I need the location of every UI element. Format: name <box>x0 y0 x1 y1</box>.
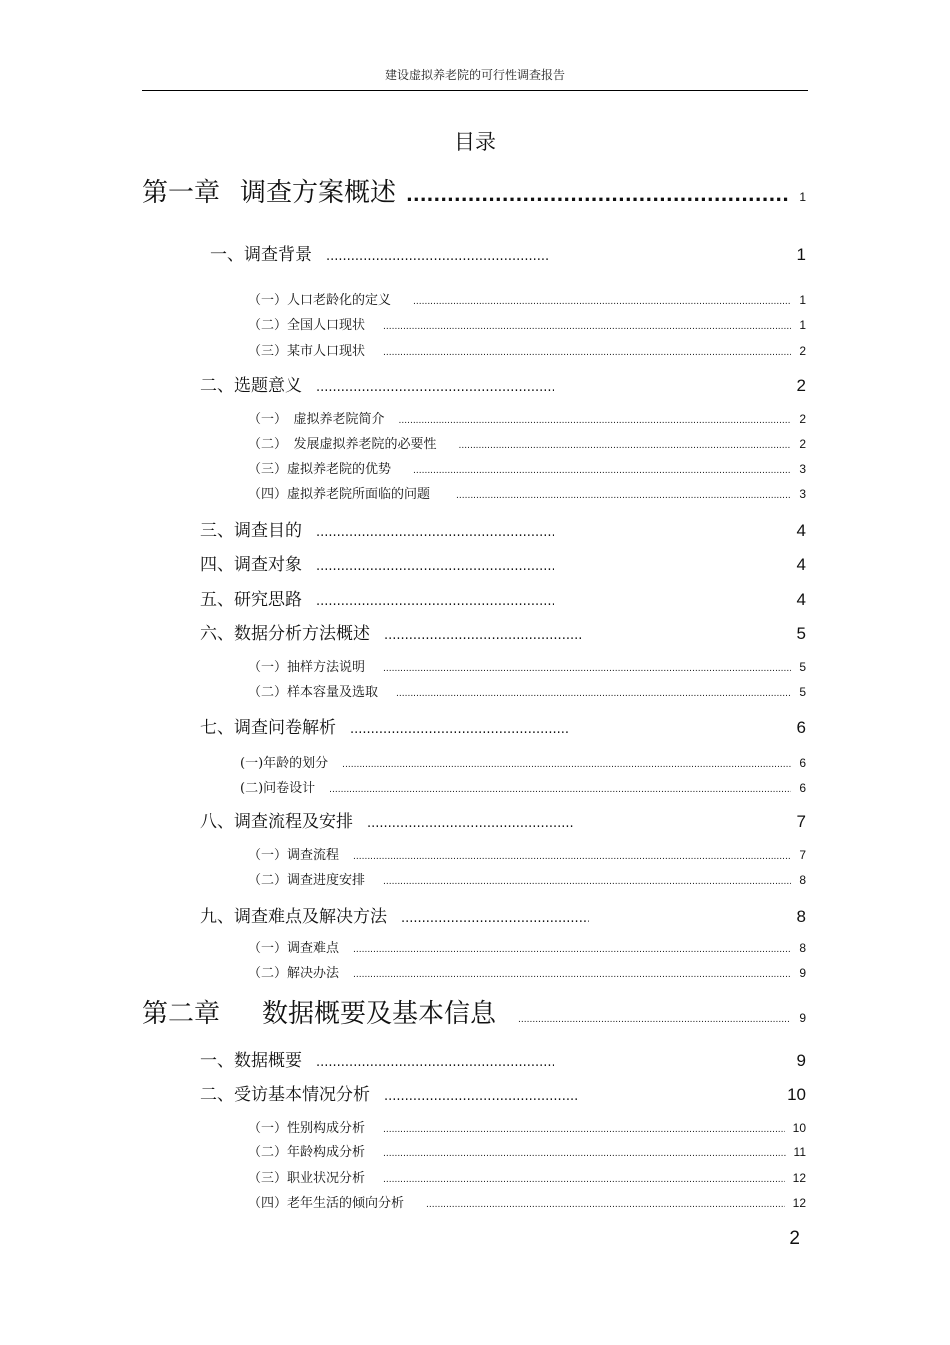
toc-section[interactable] <box>200 902 806 927</box>
subsection-label: （一）人口老龄化的定义 <box>248 293 392 308</box>
toc-subsection[interactable] <box>248 408 806 427</box>
subsection-label: （三）职业状况分析 <box>248 1171 366 1186</box>
leader-dots <box>316 559 554 574</box>
subsection-label: （二）调查进度安排 <box>248 873 366 888</box>
section-label: 六、数据分析方法概述 <box>200 624 370 644</box>
chapter-page: 9 <box>799 1011 806 1025</box>
toc-section[interactable] <box>200 550 806 575</box>
toc-section[interactable] <box>210 240 806 265</box>
subsection-page: 1 <box>799 293 806 307</box>
section-label: 八、调查流程及安排 <box>200 812 353 832</box>
section-page: 10 <box>787 1085 806 1104</box>
section-page: 4 <box>796 521 806 540</box>
subsection-label: （二）样本容量及选取 <box>248 685 379 700</box>
toc-subsection[interactable] <box>248 483 806 502</box>
chapter-label: 第二章 数据概要及基本信息 <box>142 999 497 1029</box>
toc-subsection[interactable] <box>248 869 806 888</box>
toc-subsection[interactable] <box>248 1167 806 1186</box>
section-page: 4 <box>796 555 806 574</box>
leader-dots <box>413 466 791 476</box>
toc-chapter-2[interactable] <box>142 993 806 1030</box>
leader-dots <box>329 785 791 795</box>
subsection-page: 7 <box>799 848 806 862</box>
toc-section[interactable] <box>200 585 806 610</box>
toc-subsection[interactable] <box>248 458 806 477</box>
toc-section[interactable] <box>200 807 806 832</box>
leader-dots <box>316 1055 554 1070</box>
toc-section[interactable] <box>200 1080 806 1105</box>
subsection-page: 5 <box>799 660 806 674</box>
subsection-label: （四）老年生活的倾向分析 <box>248 1196 405 1211</box>
running-header: 建设虚拟养老院的可行性调查报告 <box>384 68 565 82</box>
subsection-label: (二)问卷设计 <box>240 781 316 796</box>
subsection-page: 2 <box>799 437 806 451</box>
subsection-label: （四）虚拟养老院所面临的问题 <box>248 487 431 502</box>
section-page: 7 <box>796 812 806 831</box>
chapter-page: 1 <box>799 190 806 204</box>
leader-dots <box>342 760 791 770</box>
subsection-page: 12 <box>792 1171 806 1185</box>
subsection-label: （二）解决办法 <box>248 966 340 981</box>
section-page: 8 <box>796 907 806 926</box>
toc-subsection[interactable] <box>248 340 806 359</box>
leader-dots <box>383 348 791 358</box>
leader-dots <box>383 664 791 674</box>
subsection-label: （三）虚拟养老院的优势 <box>248 462 392 477</box>
leader-dots <box>326 249 550 264</box>
subsection-page: 2 <box>799 412 806 426</box>
toc-section[interactable] <box>200 371 806 396</box>
leader-dots <box>353 852 791 862</box>
leader-dots <box>383 877 791 887</box>
toc-subsection[interactable] <box>248 1192 806 1211</box>
toc-chapter-1[interactable] <box>142 172 806 209</box>
leader-dots <box>413 297 791 307</box>
subsection-page: 11 <box>793 1145 806 1159</box>
toc-subsection[interactable] <box>248 656 806 675</box>
toc-section[interactable] <box>200 619 806 644</box>
toc-subsection[interactable] <box>248 937 806 956</box>
header-divider <box>142 90 808 91</box>
subsection-label: （一）调查难点 <box>248 941 340 956</box>
toc-section[interactable] <box>200 1046 806 1071</box>
subsection-label: (一)年龄的划分 <box>240 756 329 771</box>
toc-subsection[interactable] <box>248 433 806 452</box>
toc-subsection[interactable] <box>248 1141 806 1160</box>
leader-dots <box>383 1149 786 1159</box>
leader-dots <box>316 594 554 609</box>
toc-subsection[interactable] <box>240 777 806 796</box>
toc-subsection[interactable] <box>248 289 806 308</box>
subsection-label: （一） 虚拟养老院简介 <box>248 412 385 427</box>
section-page: 6 <box>796 718 806 737</box>
section-label: 九、调查难点及解决方法 <box>200 907 387 927</box>
section-label: 二、选题意义 <box>200 376 302 396</box>
leader-dots <box>459 441 792 451</box>
subsection-page: 5 <box>799 685 806 699</box>
leader-dots <box>367 816 573 831</box>
page-number: 2 <box>789 1228 800 1249</box>
section-label: 一、数据概要 <box>200 1051 302 1071</box>
leader-dots <box>350 722 568 737</box>
subsection-page: 12 <box>792 1196 806 1210</box>
leader-dots <box>456 491 791 501</box>
subsection-page: 6 <box>799 781 806 795</box>
toc-subsection[interactable] <box>248 314 806 333</box>
subsection-label: （二）全国人口现状 <box>248 318 366 333</box>
section-page: 5 <box>796 624 806 643</box>
subsection-label: （二）年龄构成分析 <box>248 1145 366 1160</box>
section-page: 4 <box>796 590 806 609</box>
leader-dots <box>401 911 589 926</box>
section-page: 9 <box>796 1051 806 1070</box>
toc-section[interactable] <box>200 516 806 541</box>
subsection-label: （二） 发展虚拟养老院的必要性 <box>248 437 437 452</box>
subsection-page: 6 <box>799 756 806 770</box>
subsection-label: （三）某市人口现状 <box>248 344 366 359</box>
leader-dots <box>396 689 791 699</box>
subsection-page: 3 <box>799 462 806 476</box>
subsection-page: 8 <box>799 873 806 887</box>
leader-dots <box>353 970 791 980</box>
section-label: 一、调查背景 <box>210 245 312 265</box>
subsection-page: 10 <box>792 1121 806 1135</box>
toc-subsection[interactable] <box>248 844 806 863</box>
section-label: 三、调查目的 <box>200 521 302 541</box>
leader-dots <box>383 322 791 332</box>
leader-dots <box>383 1175 785 1185</box>
leader-dots <box>316 525 554 540</box>
leader-dots <box>384 628 582 643</box>
chapter-label: 第一章 调查方案概述 <box>142 178 397 208</box>
toc-subsection[interactable] <box>248 681 806 700</box>
toc-section[interactable] <box>200 713 806 738</box>
leader-dots <box>518 1015 790 1025</box>
toc-subsection[interactable] <box>240 752 806 771</box>
subsection-label: （一）抽样方法说明 <box>248 660 366 675</box>
subsection-page: 9 <box>799 966 806 980</box>
subsection-page: 2 <box>799 344 806 358</box>
leader-dots <box>426 1200 785 1210</box>
section-label: 四、调查对象 <box>200 555 302 575</box>
leader-dots <box>399 416 792 426</box>
leader-dots <box>406 185 790 206</box>
leader-dots <box>384 1089 578 1104</box>
subsection-page: 1 <box>799 318 806 332</box>
toc-subsection[interactable] <box>248 1117 806 1136</box>
leader-dots <box>383 1125 785 1135</box>
subsection-page: 3 <box>799 487 806 501</box>
toc-title: 目录 <box>454 130 496 154</box>
toc-subsection[interactable] <box>248 962 806 981</box>
section-page: 2 <box>796 376 806 395</box>
leader-dots <box>316 380 554 395</box>
leader-dots <box>353 945 791 955</box>
subsection-page: 8 <box>799 941 806 955</box>
section-label: 五、研究思路 <box>200 590 302 610</box>
section-label: 七、调查问卷解析 <box>200 718 336 738</box>
subsection-label: （一）调查流程 <box>248 848 340 863</box>
subsection-label: （一）性别构成分析 <box>248 1121 366 1136</box>
section-page: 1 <box>796 245 806 264</box>
section-label: 二、受访基本情况分析 <box>200 1085 370 1105</box>
